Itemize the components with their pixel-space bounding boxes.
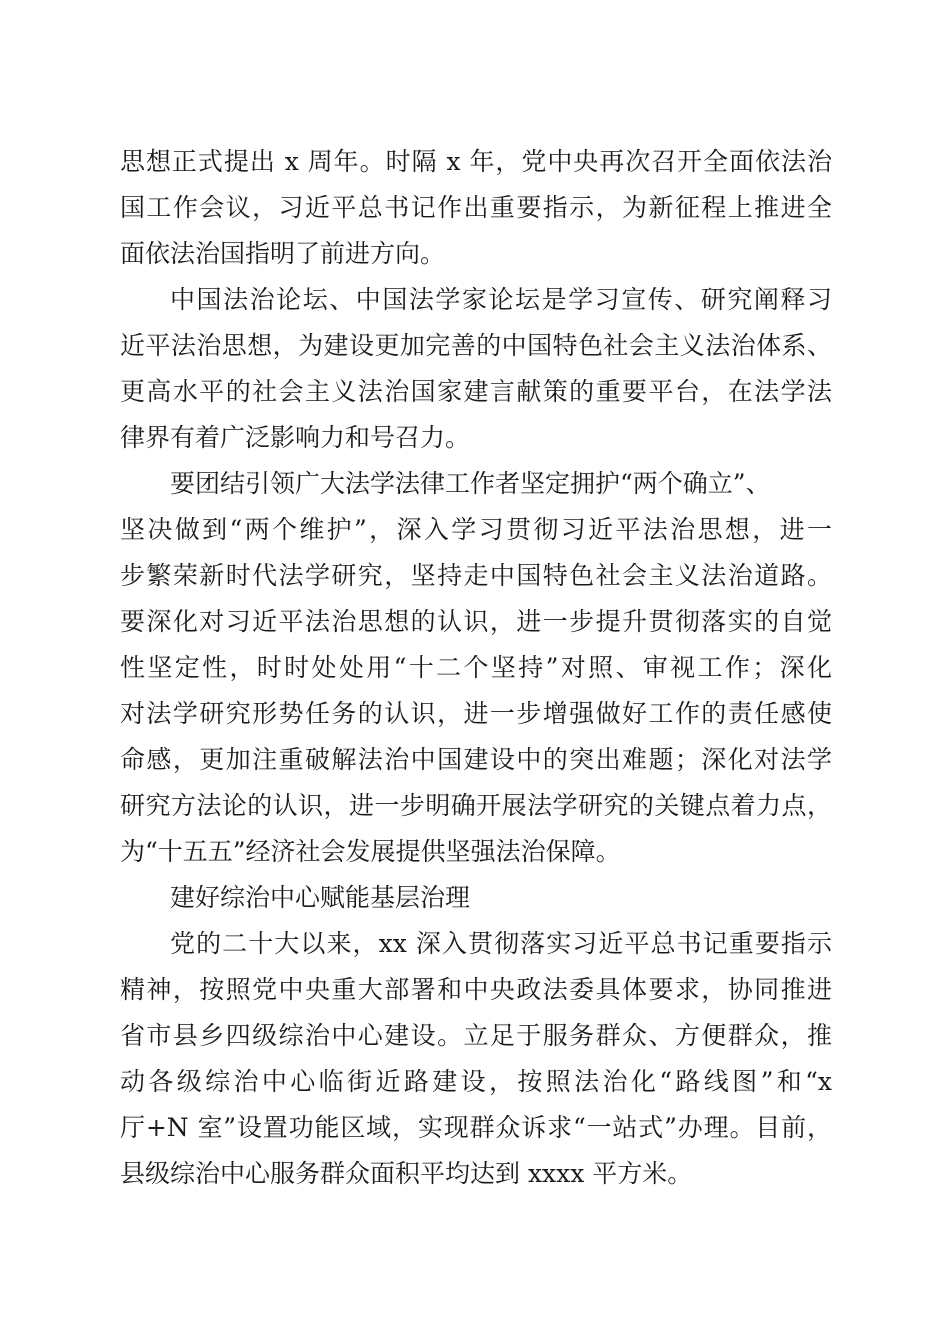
paragraph-first-line: 党的二十大以来，xx 深入贯彻落实习近平总书记重要指示 xyxy=(170,929,832,958)
paragraph-first-line: 要团结引领广大法学法律工作者坚定拥护“两个确立”、 xyxy=(170,469,771,498)
text-line: 动各级综治中心临街近路建设，按照法治化“路线图”和“x xyxy=(120,1067,832,1096)
text-line: 坚决做到“两个维护”，深入学习贯彻习近平法治思想，进一 xyxy=(120,515,832,544)
text-line: 律界有着广泛影响力和号召力。 xyxy=(120,423,471,452)
text-line: 步繁荣新时代法学研究，坚持走中国特色社会主义法治道路。 xyxy=(120,561,832,590)
text-line: 命感，更加注重破解法治中国建设中的突出难题；深化对法学 xyxy=(120,745,832,774)
text-line: 研究方法论的认识，进一步明确开展法学研究的关键点着力点， xyxy=(120,791,832,820)
text-line: 省市县乡四级综治中心建设。立足于服务群众、方便群众，推 xyxy=(120,1021,832,1050)
text-line: 为“十五五”经济社会发展提供坚强法治保障。 xyxy=(120,837,621,866)
paragraph-first-line: 中国法治论坛、中国法学家论坛是学习宣传、研究阐释习 xyxy=(170,285,832,314)
text-line: 厅+N 室”设置功能区域，实现群众诉求“一站式”办理。目前， xyxy=(120,1113,832,1142)
text-line: 要深化对习近平法治思想的认识，进一步提升贯彻落实的自觉 xyxy=(120,607,832,636)
text-line: 国工作会议，习近平总书记作出重要指示，为新征程上推进全 xyxy=(120,193,832,222)
text-line: 近平法治思想，为建设更加完善的中国特色社会主义法治体系、 xyxy=(120,331,832,360)
text-line: 对法学研究形势任务的认识，进一步增强做好工作的责任感使 xyxy=(120,699,832,728)
text-line: 思想正式提出 x 周年。时隔 x 年，党中央再次召开全面依法治 xyxy=(120,147,832,176)
text-line: 县级综治中心服务群众面积平均达到 xxxx 平方米。 xyxy=(120,1159,693,1188)
text-line: 精神，按照党中央重大部署和中央政法委具体要求，协同推进 xyxy=(120,975,832,1004)
text-line: 性坚定性，时时处处用“十二个坚持”对照、审视工作；深化 xyxy=(120,653,832,682)
text-line: 更高水平的社会主义法治国家建言献策的重要平台，在法学法 xyxy=(120,377,832,406)
section-heading: 建好综治中心赋能基层治理 xyxy=(170,883,471,912)
text-line: 面依法治国指明了前进方向。 xyxy=(120,239,446,268)
